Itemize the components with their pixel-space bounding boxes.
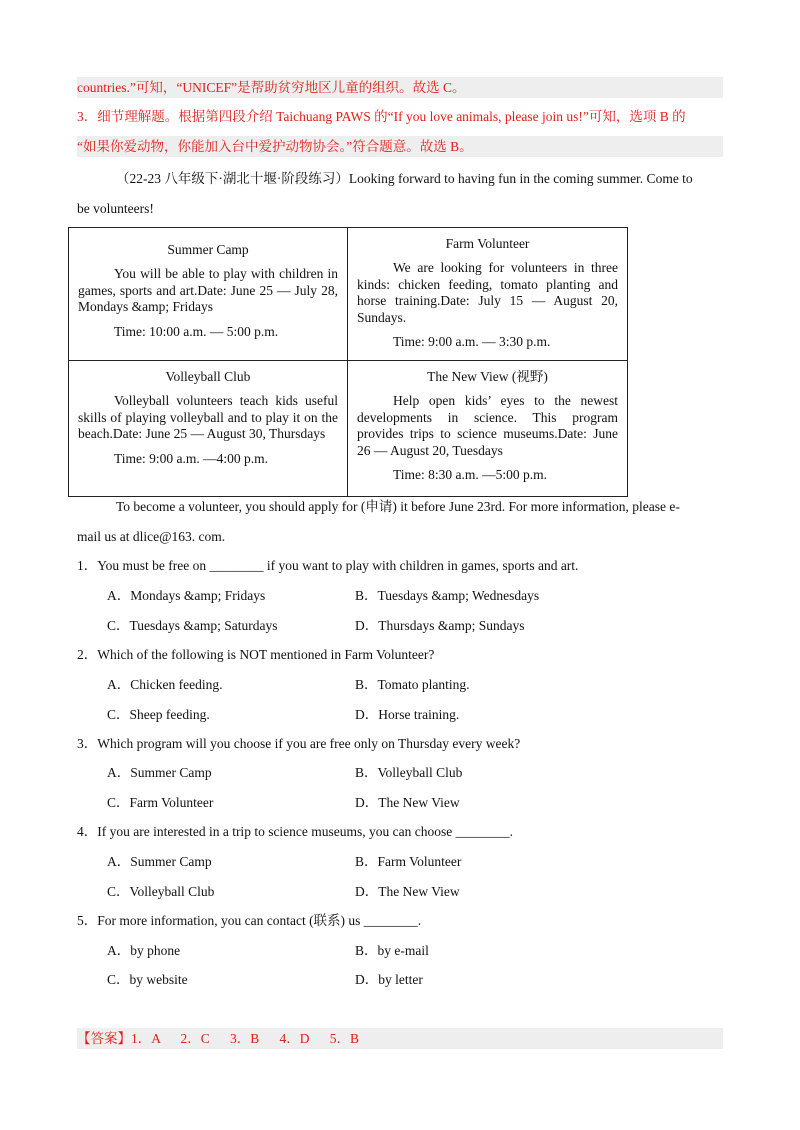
question-2-option-d: D．Horse training. <box>355 707 460 722</box>
question-5-option-d: D．by letter <box>355 972 423 987</box>
volleyball-club-title: Volleyball Club <box>165 369 251 384</box>
question-4-option-d: D．The New View <box>355 884 460 899</box>
farm-volunteer-time: Time: 9:00 a.m. — 3:30 p.m. <box>393 334 551 349</box>
question-2-option-c: C．Sheep feeding. <box>107 707 210 722</box>
farm-volunteer-title: Farm Volunteer <box>445 236 530 251</box>
intro-line-1: （22-23 八年级下·湖北十堰·阶段练习）Looking forward to having fun in the coming summer. Come to <box>116 171 693 186</box>
answer-item-1: 1．A <box>131 1031 161 1046</box>
apply-line-2: mail us at dlice@163. com. <box>77 529 226 544</box>
prev-explanation-line-2: 3．细节理解题。根据第四段介绍 Taichuang PAWS 的“If you love animals, please join us!”可知，选项 B 的 <box>77 109 686 124</box>
question-1-option-b: B．Tuesdays &amp; Wednesdays <box>355 588 540 603</box>
question-3-option-d: D．The New View <box>355 795 460 810</box>
question-3-option-a: A．Summer Camp <box>107 765 212 780</box>
question-1-option-c: C．Tuesdays &amp; Saturdays <box>107 618 278 633</box>
answer-item-5: 5．B <box>329 1031 360 1046</box>
question-1-option-a: A．Mondays &amp; Fridays <box>107 588 266 603</box>
question-4-option-a: A．Summer Camp <box>107 854 212 869</box>
summer-camp-title: Summer Camp <box>167 242 249 257</box>
question-5-option-c: C．by website <box>107 972 188 987</box>
cell-summer-camp <box>69 228 348 361</box>
programs-table <box>68 227 628 497</box>
summer-camp-text: You will be able to play with children in games, sports and art.Date: June 25 — July 28, Mondays &amp; Fridays <box>78 266 338 314</box>
new-view-text: Help open kids’ eyes to the newest developments in science. This program provides trips to science museums.Date: June 26 — August 20, Tuesdays <box>357 393 618 458</box>
farm-volunteer-text: We are looking for volunteers in three kinds: chicken feeding, tomato planting and horse training.Date: July 15 — August 20, Sundays. <box>357 260 618 325</box>
intro-line-2: be volunteers! <box>77 201 154 216</box>
answer-item-4: 4．D <box>279 1031 310 1046</box>
volleyball-club-time: Time: 9:00 a.m. —4:00 p.m. <box>114 450 269 466</box>
question-2-stem: 2．Which of the following is NOT mentioned in Farm Volunteer? <box>77 647 435 662</box>
answer-line <box>77 1028 723 1049</box>
prev-explanation-line-3: “如果你爱动物，你能加入台中爱护动物协会。”符合题意。故选 B。 <box>77 136 723 157</box>
new-view-time: Time: 8:30 a.m. —5:00 p.m. <box>393 467 548 482</box>
question-4-option-b: B．Farm Volunteer <box>355 854 462 869</box>
new-view-title: The New View (视野) <box>427 369 548 384</box>
question-5-option-b: B．by e-mail <box>355 943 429 958</box>
question-5-stem: 5．For more information, you can contact (联系) us ________. <box>77 913 422 928</box>
cell-new-view <box>348 361 628 497</box>
prev-explanation-line-1: countries.”可知，“UNICEF”是帮助贫穷地区儿童的组织。故选 C。 <box>77 77 723 98</box>
cell-volleyball-club <box>69 361 348 497</box>
apply-line-1: To become a volunteer, you should apply for (申请) it before June 23rd. For more information, please e- <box>116 499 680 514</box>
cell-farm-volunteer <box>348 228 628 361</box>
question-3-stem: 3．Which program will you choose if you are free only on Thursday every week? <box>77 736 521 751</box>
question-4-option-c: C．Volleyball Club <box>107 884 215 899</box>
question-5-option-a: A．by phone <box>107 943 181 958</box>
question-3-option-b: B．Volleyball Club <box>355 765 463 780</box>
question-2-option-a: A．Chicken feeding. <box>107 677 223 692</box>
question-2-option-b: B．Tomato planting. <box>355 677 470 692</box>
answer-label: 【答案】 <box>77 1031 131 1046</box>
answer-item-3: 3．B <box>230 1031 260 1046</box>
summer-camp-time: Time: 10:00 a.m. — 5:00 p.m. <box>114 323 279 339</box>
question-4-stem: 4．If you are interested in a trip to science museums, you can choose ________. <box>77 824 514 839</box>
question-1-option-d: D．Thursdays &amp; Sundays <box>355 618 525 633</box>
volleyball-club-text: Volleyball volunteers teach kids useful skills of playing volleyball and to play it on the beach.Date: June 25 — August 30, Thursdays <box>78 393 338 441</box>
question-1-stem: 1．You must be free on ________ if you want to play with children in games, sports and art. <box>77 558 579 573</box>
answer-item-2: 2．C <box>180 1031 210 1046</box>
question-3-option-c: C．Farm Volunteer <box>107 795 214 810</box>
